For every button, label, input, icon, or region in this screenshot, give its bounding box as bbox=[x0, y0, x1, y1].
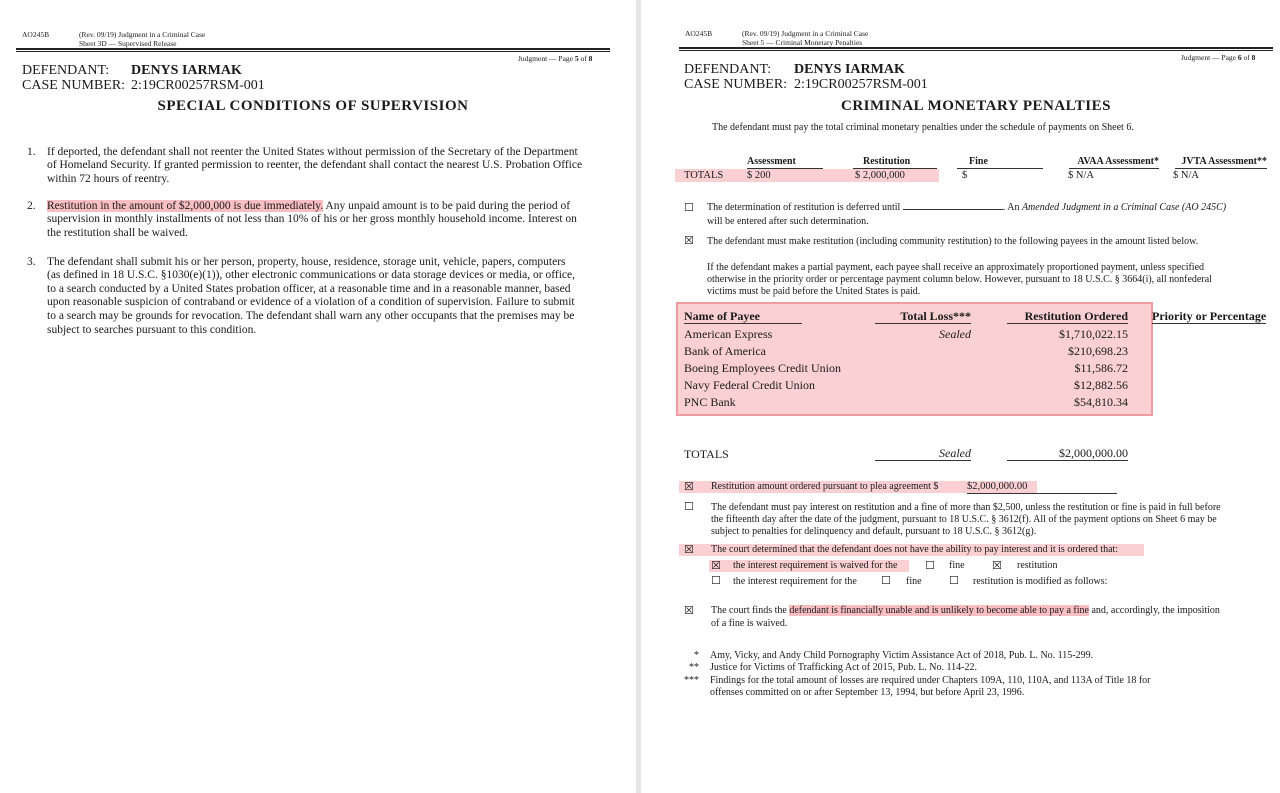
condition-line: within 72 hours of reentry. bbox=[47, 173, 170, 185]
condition-line: to a search conducted by a United States probation officer, at a reasonable time and in a reasonable manner, based bbox=[47, 283, 571, 295]
deferred-text-2: will be entered after such determination. bbox=[707, 216, 869, 227]
condition-line: The defendant shall submit his or her person, property, house, residence, storage unit, vehicle, papers, computers bbox=[47, 256, 566, 268]
col-assessment: Assessment bbox=[747, 156, 823, 169]
judgment-page-6 bbox=[641, 0, 1280, 793]
condition-line: If deported, the defendant shall not reenter the United States without permission of the Secretary of the Department bbox=[47, 146, 578, 158]
case-number-label: CASE NUMBER: bbox=[22, 78, 126, 93]
footnote-mark: ** bbox=[689, 662, 699, 673]
payee-restitution: $12,882.56 bbox=[1074, 378, 1128, 392]
plea-text: Restitution amount ordered pursuant to plea agreement $ bbox=[711, 481, 939, 492]
finds-checkbox: ☒ bbox=[684, 604, 694, 617]
col-priority: Priority or Percentage bbox=[1152, 309, 1267, 323]
item-number: 1. bbox=[27, 146, 36, 158]
payee-name: American Express bbox=[684, 327, 773, 341]
waived-fine-label: fine bbox=[949, 560, 965, 571]
payee-totals-label: TOTALS bbox=[684, 447, 729, 461]
modified-restitution-checkbox: ☐ bbox=[949, 574, 959, 587]
form-revision: (Rev. 09/19) Judgment in a Criminal Case bbox=[742, 29, 869, 38]
condition-line: upon reasonable suspicion of contraband or evidence of a violation of a condition of supervision. Failure to submit bbox=[47, 296, 575, 308]
footnote-text: Amy, Vicky, and Andy Child Pornography Victim Assistance Act of 2018, Pub. L. No. 115-299. bbox=[710, 650, 1094, 661]
defendant-name: DENYS IARMAK bbox=[794, 62, 905, 77]
waived-text: the interest requirement is waived for the bbox=[733, 560, 898, 571]
finds-text: The court finds the defendant is financially unable and is unlikely to become able to pay a fine and, accordingly, the imposition bbox=[711, 605, 1220, 616]
modified-fine-label: fine bbox=[906, 576, 922, 587]
totals-avaa: $ N/A bbox=[1068, 170, 1094, 181]
form-revision: (Rev. 09/19) Judgment in a Criminal Case bbox=[79, 30, 206, 39]
header-rule bbox=[16, 48, 610, 52]
page-indicator: Judgment — Page 6 of 8 bbox=[1181, 53, 1256, 62]
defendant-label: DEFENDANT: bbox=[22, 63, 110, 78]
condition-line: (as defined in 18 U.S.C. §1030(e)(1)), other electronic communications or data storage devices or media, or office, bbox=[47, 269, 575, 281]
col-fine: Fine bbox=[957, 156, 1043, 169]
form-number: AO245B bbox=[22, 30, 50, 39]
payee-totals-restitution: $2,000,000.00 bbox=[1007, 446, 1128, 461]
waived-checkbox: ☒ bbox=[711, 559, 721, 572]
condition-line: the restitution shall be waived. bbox=[47, 227, 188, 239]
highlight-restitution-due: Restitution in the amount of $2,000,000 is due immediately. bbox=[47, 200, 324, 212]
intro-text: The defendant must pay the total criminal monetary penalties under the schedule of payments on Sheet 6. bbox=[712, 122, 1134, 133]
case-number-label: CASE NUMBER: bbox=[684, 77, 788, 92]
case-number: 2:19CR00257RSM-001 bbox=[794, 77, 928, 92]
totals-fine: $ bbox=[962, 170, 968, 181]
payee-name: Navy Federal Credit Union bbox=[684, 378, 815, 392]
deferred-text: The determination of restitution is deferred until . An Amended Judgment in a Criminal Case (AO 245C) bbox=[707, 202, 1227, 213]
condition-line: to a search may be grounds for revocation. The defendant shall warn any other occupants that the premises may be bbox=[47, 310, 575, 322]
plea-amount: $2,000,000.00 bbox=[967, 480, 1117, 494]
item-number: 3. bbox=[27, 256, 36, 268]
interest-line: subject to penalties for delinquency and default, pursuant to 18 U.S.C. § 3612(g). bbox=[711, 526, 1037, 537]
waived-restitution-label: restitution bbox=[1017, 560, 1058, 571]
payees-checkbox: ☒ bbox=[684, 234, 694, 247]
deferred-checkbox: ☐ bbox=[684, 201, 694, 214]
totals-label: TOTALS bbox=[684, 170, 724, 181]
form-number: AO245B bbox=[685, 29, 713, 38]
payee-totals-loss: Sealed bbox=[875, 446, 971, 461]
page-title: CRIMINAL MONETARY PENALTIES bbox=[841, 98, 1111, 114]
restitution-condition: Restitution in the amount of $2,000,000 is due immediately. Any unpaid amount is to be paid during the period of bbox=[47, 200, 571, 212]
condition-line: subject to searches pursuant to this condition. bbox=[47, 324, 257, 336]
payee-name: Bank of America bbox=[684, 344, 766, 358]
payee-loss: Sealed bbox=[939, 327, 971, 341]
plea-checkbox: ☒ bbox=[684, 480, 694, 493]
payee-name: Boeing Employees Credit Union bbox=[684, 361, 841, 375]
totals-jvta: $ N/A bbox=[1173, 170, 1199, 181]
finds-text-2: of a fine is waived. bbox=[711, 618, 788, 629]
payees-text: The defendant must make restitution (including community restitution) to the following payees in the amount listed below. bbox=[707, 236, 1199, 247]
defendant-name: DENYS IARMAK bbox=[131, 63, 242, 78]
totals-restitution: $ 2,000,000 bbox=[855, 170, 905, 181]
col-restitution: Restitution bbox=[853, 156, 937, 169]
case-number: 2:19CR00257RSM-001 bbox=[131, 78, 265, 93]
partial-payment-line: victims must be paid before the United States is paid. bbox=[707, 286, 921, 297]
header-rule bbox=[679, 47, 1273, 51]
sheet-label: Sheet 5 — Criminal Monetary Penalties bbox=[742, 38, 863, 47]
waived-fine-checkbox: ☐ bbox=[925, 559, 935, 572]
interest-line: The defendant must pay interest on restitution and a fine of more than $2,500, unless the restitution or fine is paid in full before bbox=[711, 502, 1221, 513]
col-payee-name: Name of Payee bbox=[684, 309, 802, 324]
defendant-label: DEFENDANT: bbox=[684, 62, 772, 77]
payee-restitution: $11,586.72 bbox=[1074, 361, 1128, 375]
judgment-page-5 bbox=[0, 0, 636, 793]
condition-line: supervision in monthly installments of not less than 10% of his or her gross monthly household income. Interest on bbox=[47, 213, 577, 225]
footnote-text: offenses committed on or after September 13, 1994, but before April 23, 1996. bbox=[710, 687, 1025, 698]
interest-checkbox: ☐ bbox=[684, 500, 694, 513]
condition-line: of Homeland Security. If granted permission to reenter, the defendant shall contact the nearest U.S. Probation Office bbox=[47, 159, 583, 171]
item-number: 2. bbox=[27, 200, 36, 212]
payee-restitution: $1,710,022.15 bbox=[1059, 327, 1128, 341]
modified-text: the interest requirement for the bbox=[733, 576, 857, 587]
partial-payment-line: otherwise in the priority order or percentage payment column below. However, pursuant to 18 U.S.C. § 3664(i), all nonfederal bbox=[707, 274, 1212, 285]
col-restitution-ordered: Restitution Ordered bbox=[1007, 309, 1128, 324]
modified-checkbox: ☐ bbox=[711, 574, 721, 587]
totals-assessment: $ 200 bbox=[747, 170, 771, 181]
partial-payment-line: If the defendant makes a partial payment, each payee shall receive an approximately proportioned payment, unless specified bbox=[707, 262, 1205, 273]
col-avaa: AVAA Assessment* bbox=[1069, 156, 1159, 169]
footnote-text: Findings for the total amount of losses are required under Chapters 109A, 110, 110A, and 113A of Title 18 for bbox=[710, 675, 1151, 686]
interest-line: the fifteenth day after the date of the judgment, pursuant to 18 U.S.C. § 3612(f). All of the payment options on Sheet 6 may be bbox=[711, 514, 1217, 525]
highlight-unable-to-pay: defendant is financially unable and is unlikely to become able to pay a fine bbox=[789, 605, 1089, 616]
sheet-label: Sheet 3D — Supervised Release bbox=[79, 39, 177, 48]
page-indicator: Judgment — Page 5 of 8 bbox=[518, 54, 593, 63]
payee-restitution: $210,698.23 bbox=[1068, 344, 1128, 358]
col-total-loss: Total Loss*** bbox=[875, 309, 971, 324]
footnote-text: Justice for Victims of Trafficking Act of 2015, Pub. L. No. 114-22. bbox=[710, 662, 977, 673]
footnote-mark: *** bbox=[684, 675, 699, 686]
payee-restitution: $54,810.34 bbox=[1074, 395, 1128, 409]
col-jvta: JVTA Assessment** bbox=[1175, 156, 1267, 169]
footnote-mark: * bbox=[694, 650, 699, 661]
ability-checkbox: ☒ bbox=[684, 543, 694, 556]
modified-restitution-label: restitution is modified as follows: bbox=[973, 576, 1108, 587]
payee-name: PNC Bank bbox=[684, 395, 736, 409]
ability-text: The court determined that the defendant does not have the ability to pay interest and it is ordered that: bbox=[711, 544, 1119, 555]
modified-fine-checkbox: ☐ bbox=[881, 574, 891, 587]
waived-restitution-checkbox: ☒ bbox=[992, 559, 1002, 572]
page-title: SPECIAL CONDITIONS OF SUPERVISION bbox=[157, 98, 469, 114]
